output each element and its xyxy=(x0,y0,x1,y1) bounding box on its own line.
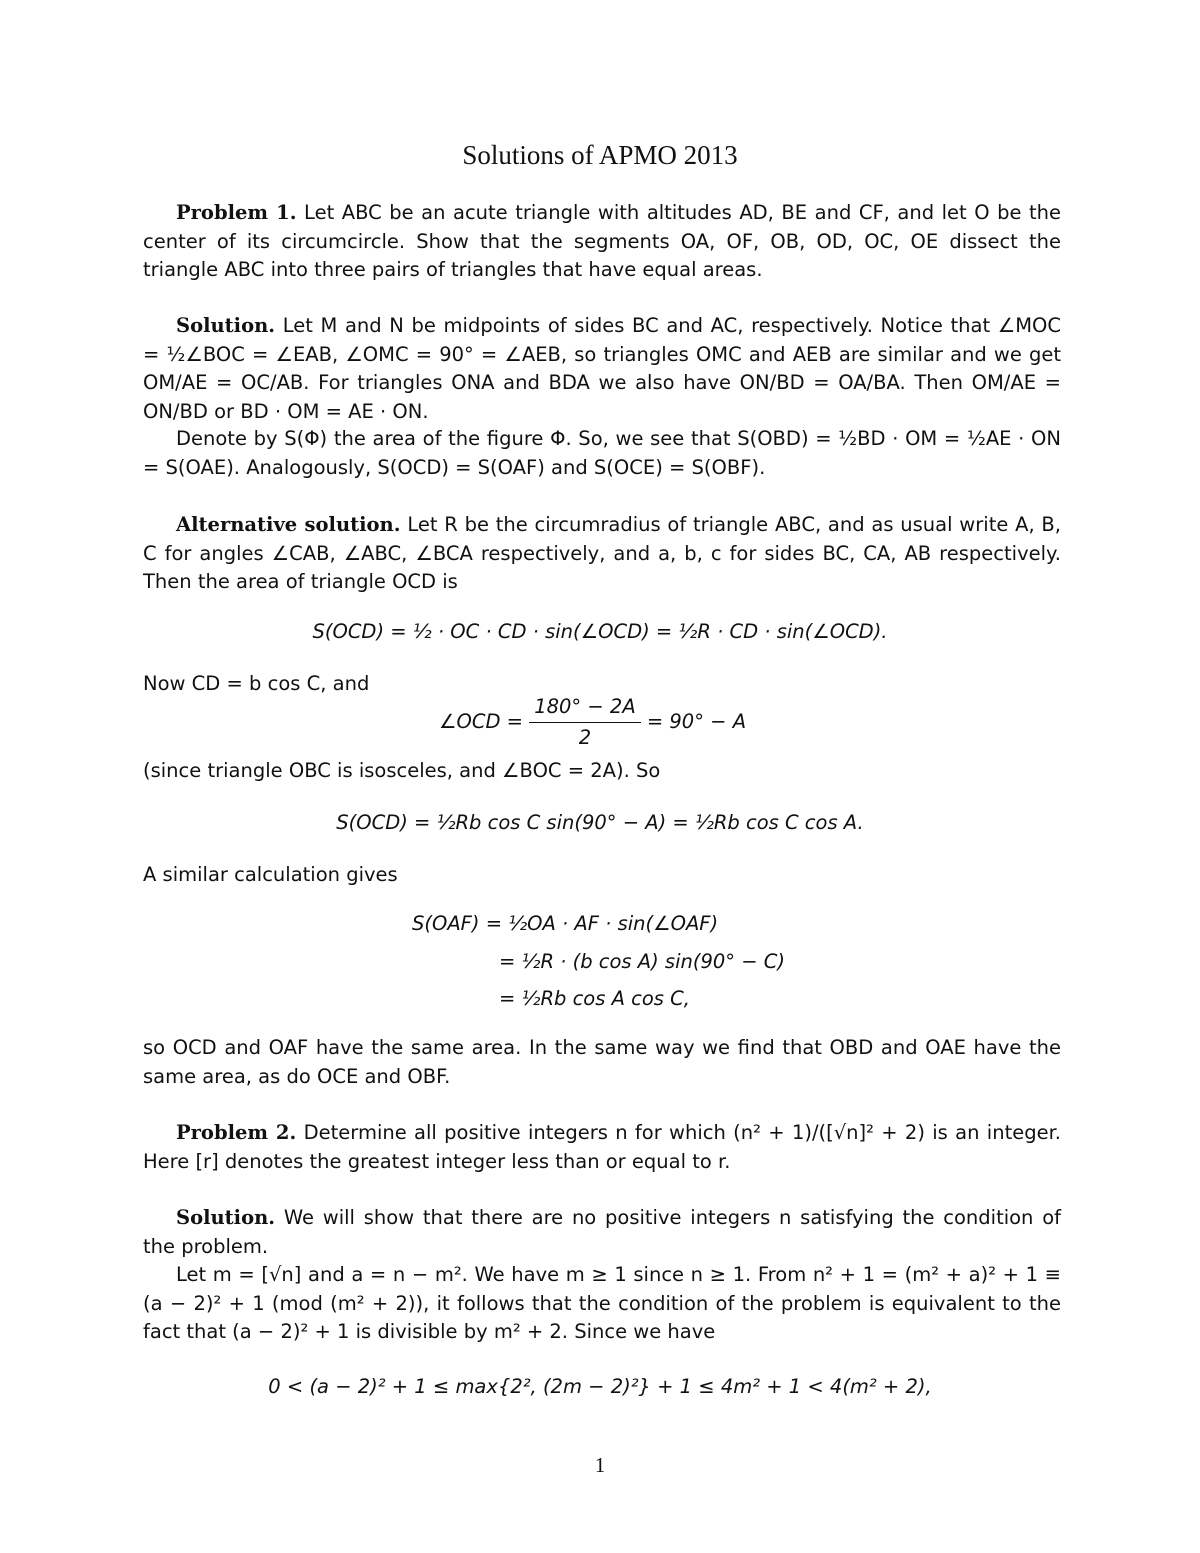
equation-bound: 0 < (a − 2)² + 1 ≤ max{2², (2m − 2)²} + 1 ≤ 4m² + 1 < 4(m² + 2), xyxy=(268,1375,932,1398)
alt-solution-text-1: Let R be the circumradius of triangle ABC, and as usual write A, B, C for angles ∠CAB, ∠ABC, ∠BCA respectively, and a, b, c for sides BC, CA, AB respectively. Then the area of triangle OCD is xyxy=(143,513,1062,593)
alt-solution-conclusion: so OCD and OAF have the same area. In the same way we find that OBD and OAE have the same area, as do OCE and OBF. xyxy=(143,1036,1061,1088)
problem-1 xyxy=(143,199,1061,285)
equation-angle-ocd xyxy=(439,692,746,753)
equation-angle-ocd-right: = 90° − A xyxy=(646,710,747,733)
equation-area-oaf-line-1: S(OAF) = ½OA · AF · sin(∠OAF) xyxy=(412,912,719,935)
problem-1-text: Let ABC be an acute triangle with altitudes AD, BE and CF, and let O be the center of its circumcircle. Show that the segments OA, OF, OB, OD, OC, OE dissect the triangle ABC into three pairs of triangles that have equal areas. xyxy=(143,201,1062,281)
equation-area-oaf-line-2: = ½R · (b cos A) sin(90° − C) xyxy=(499,950,785,973)
problem-2 xyxy=(143,1119,1061,1176)
solution-1-heading: Solution. xyxy=(176,314,276,337)
equation-area-oaf-line-3: = ½Rb cos A cos C, xyxy=(499,987,690,1010)
alt-solution-heading: Alternative solution. xyxy=(176,513,401,536)
equation-angle-ocd-fraction xyxy=(529,692,640,753)
solution-1-paragraph-1 xyxy=(143,312,1061,426)
problem-2-text: Determine all positive integers n for which (n² + 1)/([√n]² + 2) is an integer. Here [r] denotes the greatest integer less than or equal to r. xyxy=(143,1121,1062,1173)
equation-area-ocd: S(OCD) = ½ · OC · CD · sin(∠OCD) = ½R · CD · sin(∠OCD). xyxy=(312,620,888,643)
solution-2-paragraph-2: Let m = [√n] and a = n − m². We have m ≥ 1 since n ≥ 1. From n² + 1 = (m² + a)² + 1 ≡ (a − 2)² + 1 (mod (m² + 2)), it follows that the condition of the problem is equivalent to the fact that (a − 2)² + 1 is divisible by m² + 2. Since we have xyxy=(143,1263,1061,1343)
equation-angle-ocd-left: ∠OCD = xyxy=(439,710,523,733)
alt-solution-paragraph-1 xyxy=(143,511,1061,597)
equation-area-ocd-cos: S(OCD) = ½Rb cos C sin(90° − A) = ½Rb cos C cos A. xyxy=(336,811,864,834)
document-title: Solutions of APMO 2013 xyxy=(462,140,738,170)
solution-1-text-1: Let M and N be midpoints of sides BC and AC, respectively. Notice that ∠MOC = ½∠BOC = ∠EAB, ∠OMC = 90° = ∠AEB, so triangles OMC and AEB are similar and we get OM/AE = OC/AB. For triangles ONA and BDA we also have ON/BD = OA/BA. Then OM/AE = ON/BD or BD · OM = AE · ON. xyxy=(143,314,1061,423)
solution-2-heading: Solution. xyxy=(176,1206,276,1229)
since-line: (since triangle OBC is isosceles, and ∠BOC = 2A). So xyxy=(143,759,661,782)
solution-2-text-1: We will show that there are no positive integers n satisfying the condition of the problem. xyxy=(143,1206,1061,1258)
page-number: 1 xyxy=(594,1453,606,1477)
problem-1-heading: Problem 1. xyxy=(176,201,297,224)
fraction-denominator: 2 xyxy=(578,726,592,749)
now-cd-line: Now CD = b cos C, and xyxy=(143,672,370,695)
solution-1-paragraph-2 xyxy=(143,425,1061,482)
fraction-numerator: 180° − 2A xyxy=(529,692,640,723)
problem-2-heading: Problem 2. xyxy=(176,1121,297,1144)
solution-1-text-2: Denote by S(Φ) the area of the figure Φ. So, we see that S(OBD) = ½BD · OM = ½AE · ON = S(OAE). Analogously, S(OCD) = S(OAF) and S(OCE) = S(OBF). xyxy=(143,427,1061,479)
solution-2-paragraph-1 xyxy=(143,1204,1061,1261)
similar-calculation-line: A similar calculation gives xyxy=(143,863,398,886)
